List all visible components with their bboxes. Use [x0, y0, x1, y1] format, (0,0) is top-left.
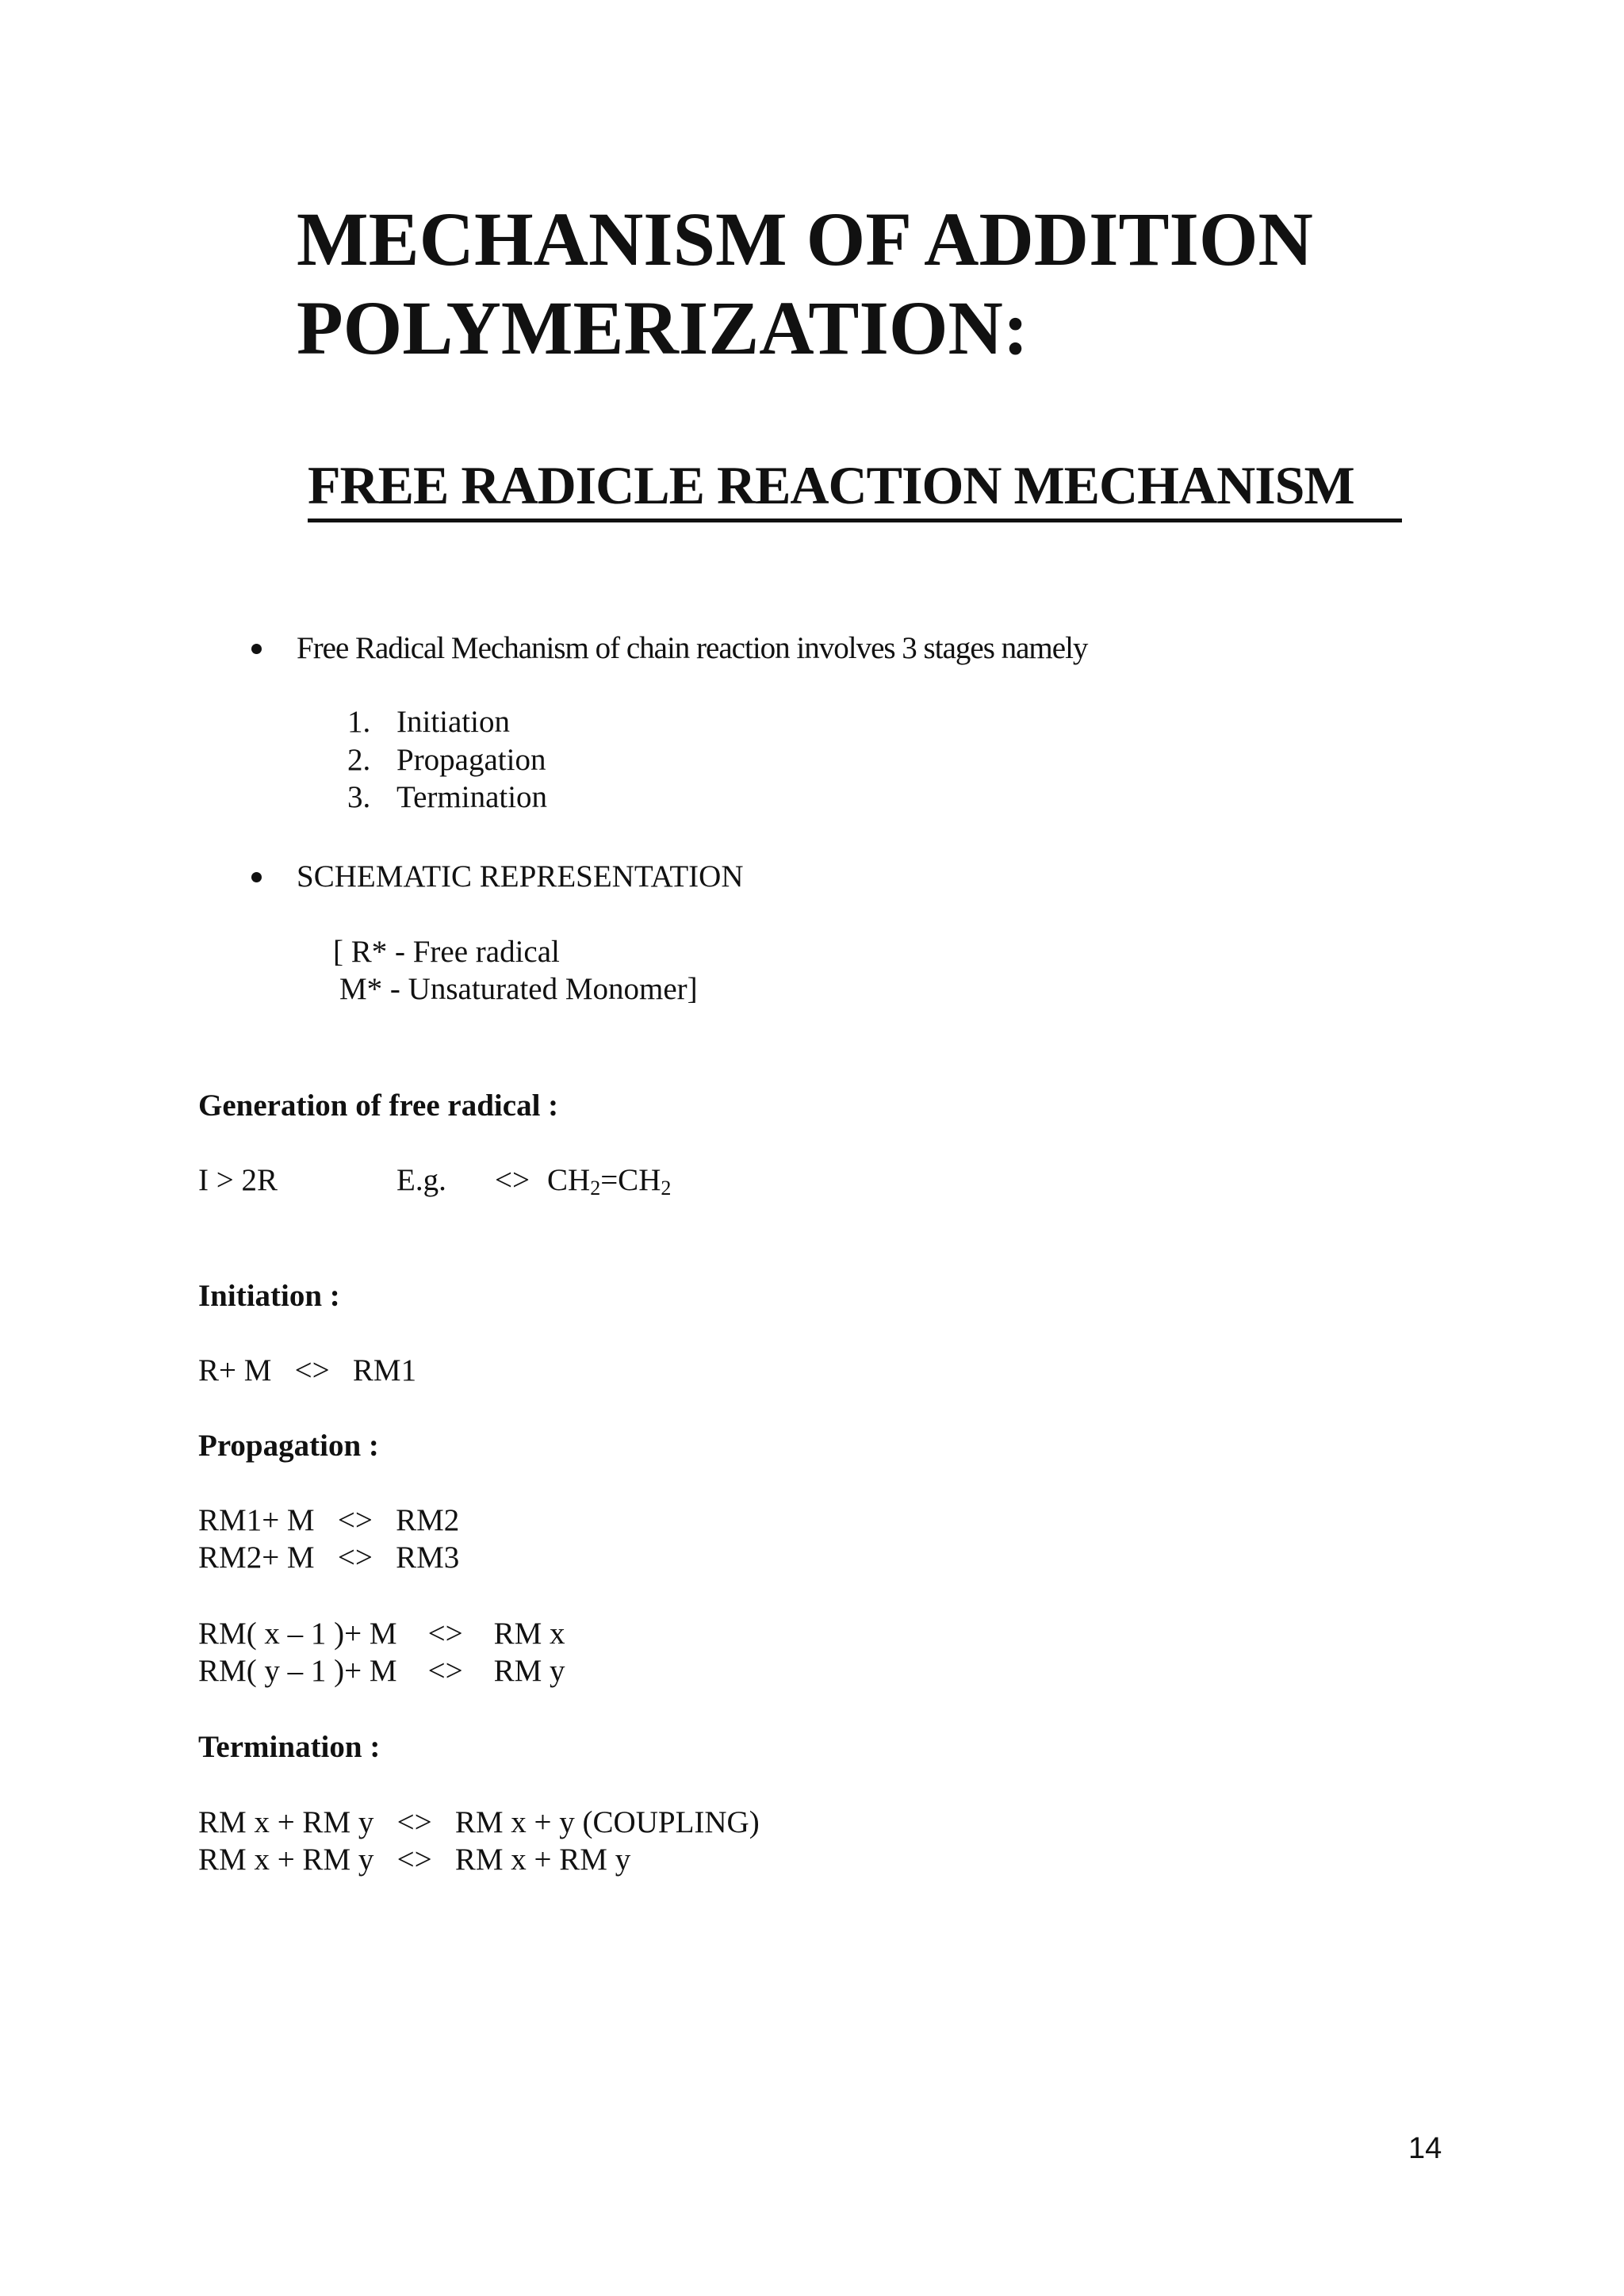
- initiation-equation: R+ M <> RM1: [198, 1353, 417, 1387]
- propagation-equation-3: RM( x – 1 )+ M <> RM x: [198, 1617, 565, 1651]
- propagation-equation-4: RM( y – 1 )+ M <> RM y: [198, 1654, 565, 1688]
- section-subtitle: FREE RADICLE REACTION MECHANISM: [308, 455, 1354, 515]
- stage-number-2: 2.: [347, 743, 371, 777]
- generation-equation: I > 2R: [198, 1163, 278, 1197]
- initiation-heading: Initiation :: [198, 1279, 340, 1313]
- stage-item-2: Propagation: [396, 743, 546, 777]
- bullet-text-1: Free Radical Mechanism of chain reaction involves 3 stages namely: [297, 631, 1088, 665]
- bullet-dot-1: [251, 644, 262, 654]
- generation-heading: Generation of free radical :: [198, 1089, 559, 1123]
- termination-heading: Termination :: [198, 1730, 381, 1764]
- formula-eq-ch: =CH: [600, 1163, 661, 1197]
- page-number: 14: [1408, 2132, 1442, 2165]
- formula-subscript-2: 2: [661, 1177, 672, 1200]
- page-title: [297, 195, 1565, 373]
- formula-subscript-1: 2: [590, 1177, 601, 1200]
- legend-line-1: [ R* - Free radical: [333, 935, 560, 969]
- title-line-1: MECHANISM OF ADDITION: [297, 197, 1313, 281]
- formula-ch-1: CH: [547, 1163, 591, 1197]
- stage-number-3: 3.: [347, 780, 371, 814]
- propagation-equation-1: RM1+ M <> RM2: [198, 1503, 460, 1537]
- stage-item-3: Termination: [396, 780, 548, 814]
- example-arrow: <>: [495, 1163, 530, 1197]
- propagation-equation-2: RM2+ M <> RM3: [198, 1540, 460, 1575]
- example-formula: [547, 1162, 671, 1207]
- termination-equation-2: RM x + RM y <> RM x + RM y: [198, 1843, 631, 1877]
- bullet-dot-2: [251, 872, 262, 882]
- bullet-text-2: SCHEMATIC REPRESENTATION: [297, 859, 744, 894]
- example-label: E.g.: [396, 1163, 446, 1197]
- subtitle-underline: [308, 519, 1402, 522]
- termination-equation-1: RM x + RM y <> RM x + y (COUPLING): [198, 1805, 760, 1839]
- title-line-2: POLYMERIZATION:: [297, 285, 1028, 370]
- propagation-heading: Propagation :: [198, 1429, 379, 1463]
- legend-line-2: M* - Unsaturated Monomer]: [339, 972, 698, 1006]
- stage-item-1: Initiation: [396, 705, 510, 739]
- stage-number-1: 1.: [347, 705, 371, 739]
